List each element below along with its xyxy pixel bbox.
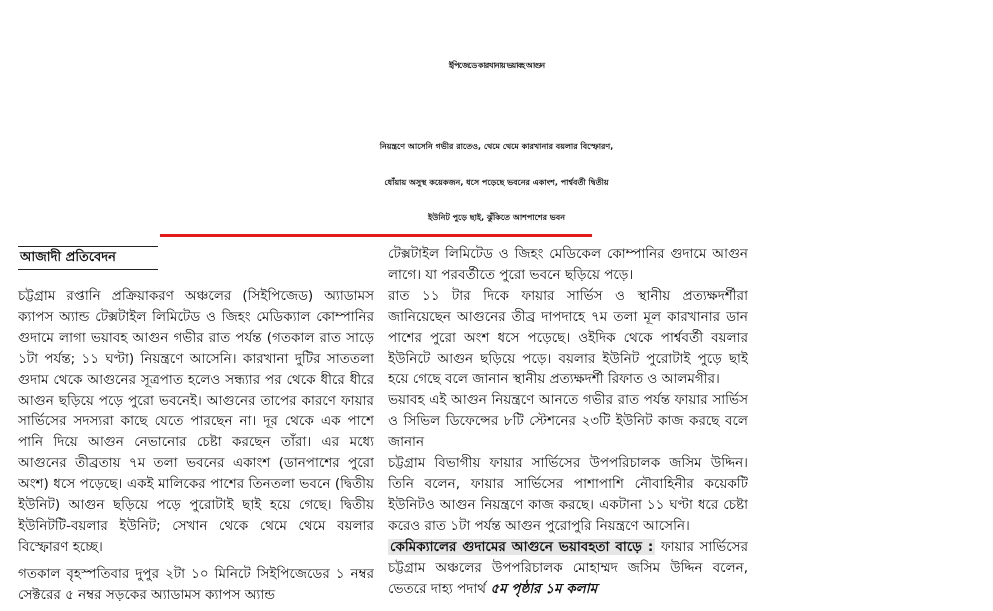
right-paragraph-2: রাত ১১ টার দিকে ফায়ার সার্ভিস ও স্থানীয় প্রত্যক্ষদর্শীরা জানিয়েছেন আগুনের তীব্র দাপদাহে ৭ম তলা মূল কারখানার ডান পাশের পুরো অংশ ধসে পড়েছে। ওইদিক থেকে পার্শ্ববর্তী বয়লার ইউনিটে আগুন ছড়িয়ে পড়ে। বয়লার ইউনিট পুরোটাই পুড়ে ছাই হয়ে গেছে বলে জানান স্থানীয় প্রত্যক্ষদর্শী রিফাত ও আলমগীর। [388, 287, 748, 388]
right-paragraph-5-text: ফায়ার সার্ভিসের চট্টগ্রাম অঞ্চলের উপপরিচালক মোহাম্মদ জসিম উদ্দিন বলেন, ভেতরে দাহ্য পদার্থ [388, 538, 748, 597]
section-subhead: কেমিক্যালের গুদামের আগুনে ভয়াবহতা বাড়ে : [390, 538, 654, 555]
left-paragraph-2: গতকাল বৃহস্পতিবার দুপুর ২টা ১০ মিনিটে সিইপিজেডের ১ নম্বর সেক্টরের ৫ নম্বর সড়কের অ্যাডামস ক্যাপস অ্যান্ড [18, 565, 374, 603]
right-paragraph-5 [388, 537, 748, 600]
subheadline-line-1: নিয়ন্ত্রণে আসেনি গভীর রাতেও, থেমে থেমে কারখানার বয়লার বিস্ফোরণ, [379, 142, 614, 151]
byline: আজাদী প্রতিবেদন [20, 250, 116, 265]
left-paragraph-1: চট্টগ্রাম রপ্তানি প্রক্রিয়াকরণ অঞ্চলের (সিইপিজেড) অ্যাডামস ক্যাপস অ্যান্ড টেক্সটাইল লিমিটেড ও জিহং মেডিক্যাল কোম্পানির গুদামে লাগা ভয়াবহ আগুন গভীর রাত পর্যন্ত (গতকাল রাত সাড়ে ১টা পর্যন্ত; ১১ ঘণ্টা) নিয়ন্ত্রণে আসেনি। কারখানা দুটির সাততলা গুদাম থেকে আগুনের সূত্রপাত হলেও সন্ধ্যার পর থেকে ধীরে ধীরে আগুন ছড়িয়ে পড়ে পুরো ভবনেই। আগুনের তাপের কারণে ফায়ার সার্ভিসের সদস্যরা কাছে যেতে পারছেন না। দূর থেকে এক পাশে পানি দিয়ে আগুন নেভানোর চেষ্টা করছেন তাঁরা। এর মধ্যে আগুনের তীব্রতায় ৭ম তলা ভবনের একাংশ (ডানপাশের পুরো অংশ) ধসে পড়েছে। একই মালিকের পাশের তিনতলা ভবনে (দ্বিতীয় ইউনিট) আগুন ছড়িয়ে পড়ে পুরোটাই ছাই হয়ে গেছে। দ্বিতীয় ইউনিটটি-বয়লার ইউনিট; সেখান থেকে থেমে থেমে বয়লার বিস্ফোরণ হচ্ছে। [18, 288, 374, 555]
subheadline-underline [160, 234, 592, 237]
right-paragraph-3: ভয়াবহ এই আগুন নিয়ন্ত্রণে আনতে গভীর রাত পর্যন্ত ফায়ার সার্ভিস ও সিভিল ডিফেন্সের ৮টি স্টেশনের ২৩টি ইউনিট কাজ করছে বলে জানান [388, 392, 748, 451]
continuation-jump-link[interactable]: ৫ম পৃষ্ঠার ১ম কলাম [490, 580, 598, 597]
headline: ইপিজেডে কারখানায় ভয়াবহ আগুন [448, 61, 545, 70]
subheadline-line-2: ধোঁয়ায় অসুস্থ কয়েকজন, ধসে পড়েছে ভবনের একাংশ, পার্শ্ববর্তী দ্বিতীয় [384, 178, 609, 187]
article-column-right [388, 244, 748, 611]
byline-box [18, 246, 158, 270]
right-paragraph-1: টেক্সটাইল লিমিটেড ও জিহং মেডিকেল কোম্পানির গুদামে আগুন লাগে। যা পরবর্তীতে পুরো ভবনে ছড়িয়ে পড়ে। [388, 246, 748, 283]
subheadline-line-3: ইউনিট পুড়ে ছাই, ঝুঁকিতে আশপাশের ভবন [428, 213, 565, 222]
right-paragraph-4: চট্টগ্রাম বিভাগীয় ফায়ার সার্ভিসের উপপরিচালক জসিম উদ্দিন। তিনি বলেন, ফায়ার সার্ভিসের পাশাপাশি নৌবাহিনীর কয়েকটি ইউনিটও আগুন নিয়ন্ত্রণে কাজ করছে। একটানা ১১ ঘণ্টা ধরে চেষ্টা করেও রাত ১টা পর্যন্ত আগুন পুরোপুরি নিয়ন্ত্রণে আসেনি। [388, 455, 748, 534]
article-column-left [18, 286, 374, 611]
